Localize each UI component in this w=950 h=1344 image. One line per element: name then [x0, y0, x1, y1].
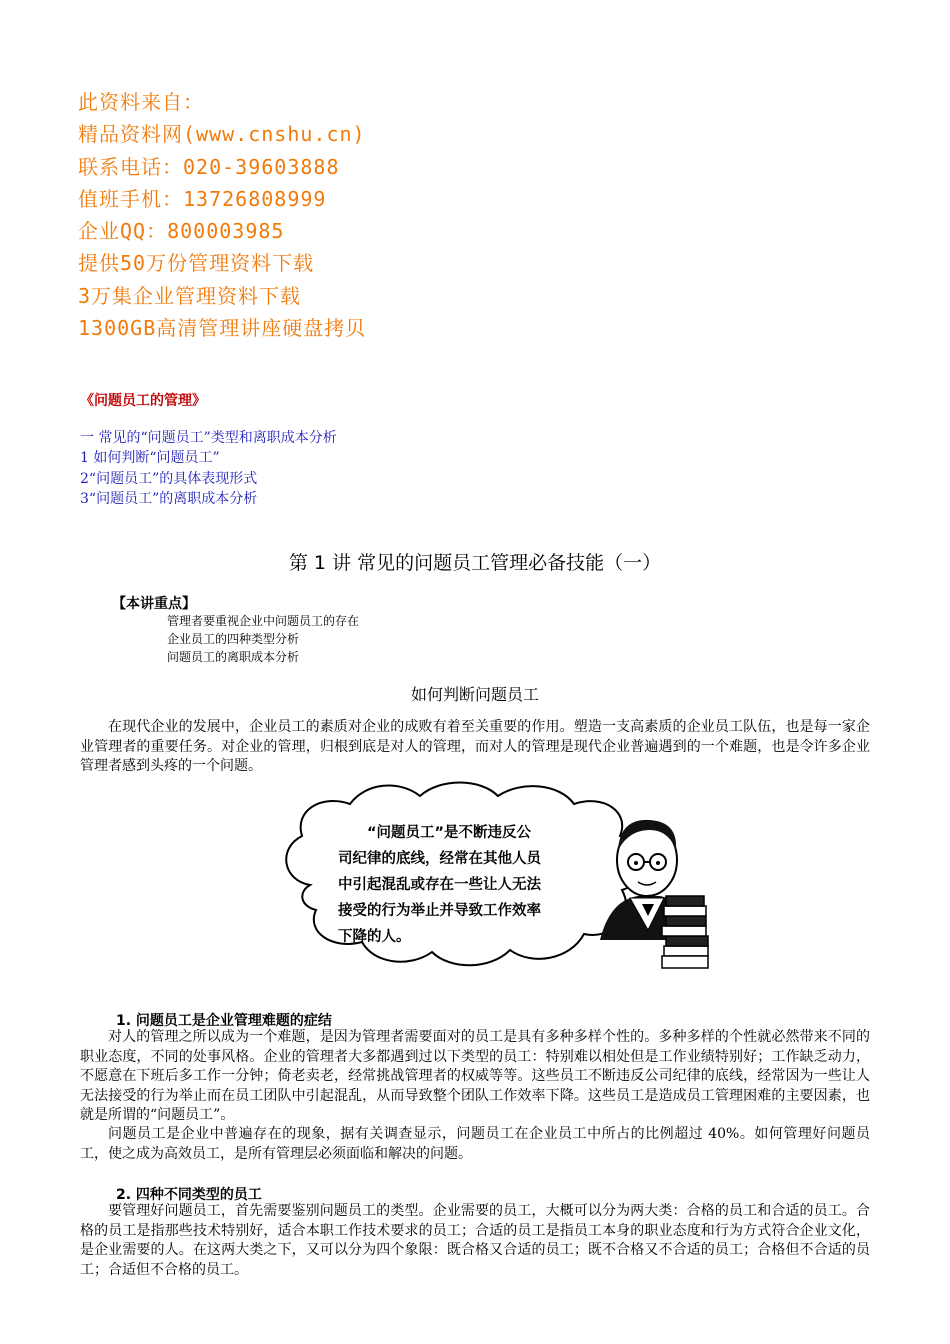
promo-line: 1300GB高清管理讲座硬盘拷贝 [78, 316, 367, 341]
promo-block [78, 86, 366, 344]
toc-item: 3“问题员工”的离职成本分析 [80, 490, 258, 507]
cloud-definition-text [338, 820, 588, 950]
key-point-item: 问题员工的离职成本分析 [167, 650, 300, 664]
section-title: 如何判断问题员工 [410, 685, 539, 704]
promo-line: 联系电话：020-39603888 [78, 154, 340, 179]
book-stack [662, 896, 708, 968]
cloud-line: “问题员工”是不断违反公 [367, 825, 532, 841]
intro-paragraph: 在现代企业的发展中，企业员工的素质对企业的成败有着至关重要的作用。塑造一支高素质的企业员工队伍，也是每一家企业管理者的重要任务。对企业的管理，归根到底是对人的管理，而对人的管理是现代企业普遍遇到的一个难题，也是令许多企业管理者感到头疼的一个问题。 [80, 719, 870, 774]
promo-line: 提供50万份管理资料下载 [78, 251, 315, 276]
toc-item: 2“问题员工”的具体表现形式 [80, 470, 258, 487]
cloud-line: 司纪律的底线，经常在其他人员 [338, 851, 541, 867]
cloud-line: 下降的人。 [338, 929, 411, 945]
cloud-line: 中引起混乱或存在一些让人无法 [338, 877, 541, 893]
promo-line: 精品资料网(www.cnshu.cn) [78, 122, 366, 147]
document-title: 《问题员工的管理》 [80, 393, 206, 409]
key-points-label: 【本讲重点】 [112, 596, 196, 612]
lecture-title: 第 1 讲 常见的问题员工管理必备技能（一） [288, 552, 662, 574]
promo-line: 企业QQ：800003985 [78, 219, 285, 244]
section2-heading: 2. 四种不同类型的员工 [116, 1187, 262, 1203]
cloud-line: 接受的行为举止并导致工作效率 [338, 903, 541, 919]
key-point-item: 管理者要重视企业中问题员工的存在 [167, 614, 360, 628]
promo-line: 3万集企业管理资料下载 [78, 283, 302, 308]
section1-paragraph-2: 问题员工是企业中普遍存在的现象，据有关调查显示，问题员工在企业员工中所占的比例超过 40%。如何管理好问题员工，使之成为高效员工，是所有管理层必须面临和解决的问题。 [80, 1126, 870, 1162]
promo-line: 值班手机：13726808999 [78, 186, 327, 211]
section1-heading: 1. 问题员工是企业管理难题的症结 [116, 1013, 332, 1029]
toc-item: 1 如何判断“问题员工” [80, 450, 220, 467]
section2-paragraph-1: 要管理好问题员工，首先需要鉴别问题员工的类型。企业需要的员工，大概可以分为两大类：合格的员工和合适的员工。合格的员工是指那些技术特别好，适合本职工作技术要求的员工；合适的员工是指员工本身的职业态度和行为方式符合企业文化，是企业需要的人。在这两大类之下，又可以分为四个象限：既合格又合适的员工；既不合格又不合适的员工；合格但不合适的员工；合适但不合格的员工。 [80, 1203, 870, 1278]
table-of-contents [80, 428, 337, 509]
toc-item: 一 常见的“问题员工”类型和离职成本分析 [80, 430, 337, 446]
promo-line: 此资料来自： [78, 90, 204, 114]
key-points-list [167, 612, 359, 666]
key-point-item: 企业员工的四种类型分析 [167, 632, 300, 646]
section1-paragraph-1: 对人的管理之所以成为一个难题，是因为管理者需要面对的员工是具有多种多样个性的。多种多样的个性就必然带来不同的职业态度，不同的处事风格。企业的管理者大多都遇到过以下类型的员工：特别难以相处但是工作业绩特别好；工作缺乏动力，不愿意在下班后多工作一分钟；倚老卖老，经常挑战管理者的权威等等。这些员工不断违反公司纪律的底线，经常因为一些让人无法接受的行为举止而在员工团队中引起混乱，从而导致整个团队工作效率下降。这些员工是造成员工管理困难的主要因素，也就是所谓的“问题员工”。 [80, 1029, 870, 1123]
